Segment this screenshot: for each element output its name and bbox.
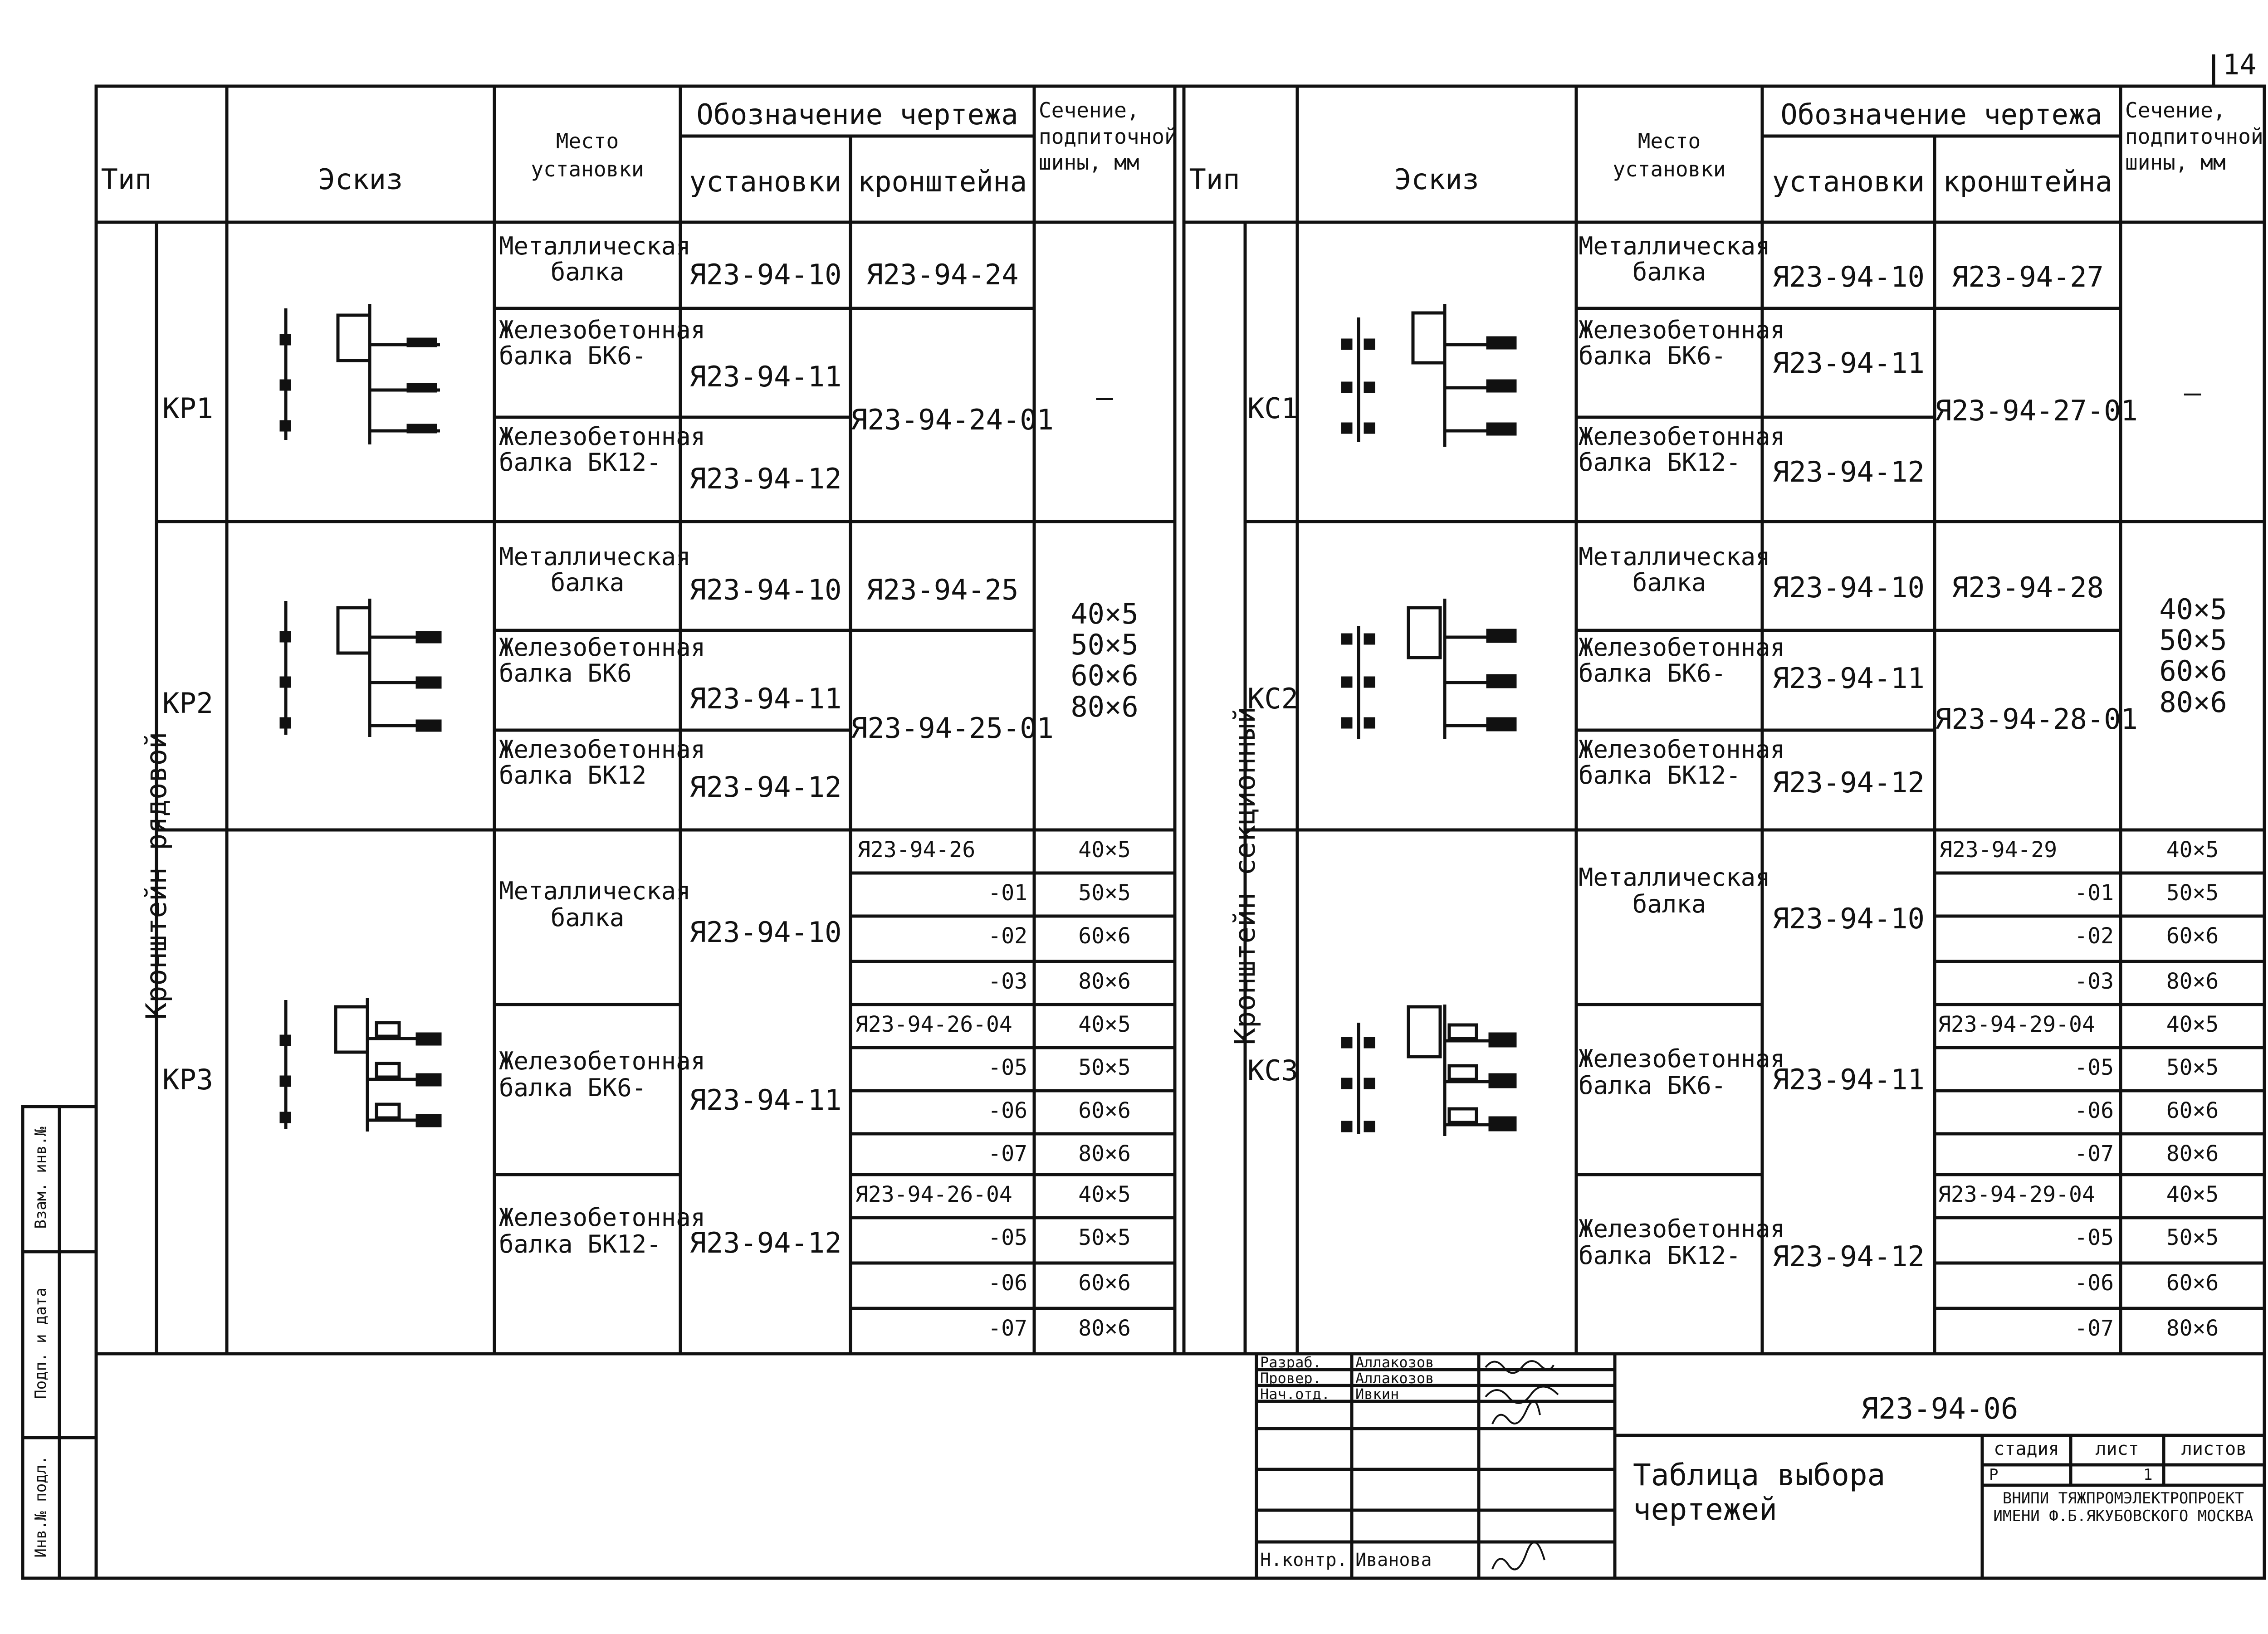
bracket-code: -05 [988,1225,1027,1250]
stamp-inv-orig: Инв.№ подл. [32,1455,50,1558]
section-cell: 50×5 [2166,1225,2219,1250]
section-cell: 60×6 [1078,923,1131,949]
col-header-section-r: Сечение, подпиточной шины, мм [2125,98,2263,175]
col-header-designation: Обозначение чертежа [696,98,1018,131]
bracket-code: -01 [988,880,1027,906]
install-code: Я23-94-12 [689,1226,842,1259]
bracket-code: Я23-94-26-04 [855,1012,1012,1037]
section-cell: 40×5 [2166,1182,2219,1207]
section-cell: 80×6 [1078,1141,1131,1166]
type-kr3: КР3 [162,1063,213,1096]
install-code: Я23-94-11 [1772,1063,1925,1096]
bracket-code: Я23-94-26 [857,837,976,863]
sheet-value: 1 [2143,1466,2153,1484]
place-cell: Металлическая балка [1579,542,1770,597]
section-cell: — [1096,380,1113,414]
bracket-code: Я23-94-28 [1951,571,2104,604]
col-header-place-r: Место установки [1613,129,1726,182]
place-cell: Железобетонная балка БК12- [499,1203,706,1259]
sketch-group-right [1343,304,1515,1136]
type-ks2: КС2 [1247,682,1298,715]
section-cell: 80×6 [1078,969,1131,994]
col-header-section: Сечение, подпиточной шины, мм [1039,98,1177,175]
section-cell: 60×6 [2166,1098,2219,1123]
install-code: Я23-94-11 [689,360,842,393]
section-cell: 60×6 [2166,923,2219,949]
bracket-code: -02 [988,923,1027,949]
col-header-bracket-r: кронштейна [1943,165,2112,198]
place-cell: Металлическая балка [499,232,691,286]
bracket-code: -05 [2074,1225,2114,1250]
type-kr2: КР2 [162,687,213,720]
section-cell: 80×6 [2166,1141,2219,1166]
tb-name: Ивкин [1355,1385,1399,1403]
bracket-code: Я23-94-29-04 [1938,1012,2095,1037]
section-cell: — [2184,376,2201,409]
place-cell: Железобетонная балка БК6 [499,633,706,688]
section-cell: 40×5 50×5 60×6 80×6 [2159,593,2227,719]
type-ks1: КС1 [1247,392,1298,425]
bracket-code: -05 [2074,1055,2114,1080]
bracket-code: -06 [2074,1270,2114,1296]
bracket-code: Я23-94-27-01 [1935,394,2138,427]
section-cell: 80×6 [1078,1316,1131,1341]
place-cell: Железобетонная балка БК6- [1579,633,1785,688]
place-cell: Железобетонная балка БК12- [1579,735,1785,790]
place-cell: Металлическая балка [1579,232,1770,286]
bracket-code: Я23-94-25-01 [850,712,1054,745]
bracket-code: Я23-94-28-01 [1935,702,2138,736]
place-cell: Железобетонная балка БК6- [499,1047,706,1102]
signatures [1486,1361,1558,1569]
col-header-place: Место установки [531,129,644,182]
place-cell: Металлическая балка [499,877,691,932]
bracket-code: Я23-94-25 [866,573,1019,606]
install-code: Я23-94-10 [1772,260,1925,293]
install-code: Я23-94-12 [1772,1240,1925,1273]
bracket-code: -07 [988,1316,1027,1341]
bracket-code: Я23-94-27 [1951,260,2104,293]
tb-name: Иванова [1355,1550,1432,1571]
sheet-label: лист [2095,1439,2139,1459]
bracket-code: -07 [988,1141,1027,1166]
install-code: Я23-94-11 [1772,662,1925,695]
install-code: Я23-94-10 [1772,902,1925,935]
install-code: Я23-94-10 [689,573,842,606]
col-header-sketch-r: Эскиз [1394,163,1479,196]
doc-title: Таблица выбора чертежей [1633,1458,1886,1527]
install-code: Я23-94-11 [689,1083,842,1117]
group-label-left: Кронштейн рядовой [140,732,173,1020]
bracket-code: -05 [988,1055,1027,1080]
bracket-code: Я23-94-29-04 [1938,1182,2095,1207]
type-kr1: КР1 [162,392,213,425]
stage-label: стадия [1994,1439,2059,1459]
tb-name: Аллакозов [1355,1354,1434,1371]
sketch-group-left [281,304,440,1132]
bracket-code: -03 [988,969,1027,994]
section-cell: 40×5 [1078,1012,1131,1037]
section-cell: 60×6 [2166,1270,2219,1296]
install-code: Я23-94-10 [1772,571,1925,604]
col-header-bracket: кронштейна [857,165,1027,198]
stamp-replaced-inv: Взам. инв.№ [32,1127,50,1229]
section-cell: 50×5 [2166,880,2219,906]
place-cell: Металлическая балка [499,542,691,597]
tb-role: Н.контр. [1260,1550,1348,1571]
bracket-code: -02 [2074,923,2114,949]
section-cell: 50×5 [2166,1055,2219,1080]
section-cell: 60×6 [1078,1098,1131,1123]
bracket-code: -03 [2074,969,2114,994]
col-header-type: Тип [101,163,152,196]
bracket-code: -01 [2074,880,2114,906]
section-cell: 80×6 [2166,1316,2219,1341]
org-name: ВНИПИ ТЯЖПРОМЭЛЕКТРОПРОЕКТ ИМЕНИ Ф.Б.ЯКУБОВСКОГО МОСКВА [1993,1489,2253,1526]
tb-role: Разраб. [1260,1354,1321,1371]
install-code: Я23-94-11 [689,682,842,715]
bracket-code: -06 [2074,1098,2114,1123]
bracket-code: -06 [988,1098,1027,1123]
stage-value: Р [1989,1466,1999,1484]
install-code: Я23-94-12 [689,771,842,804]
install-code: Я23-94-11 [1772,346,1925,380]
install-code: Я23-94-12 [689,462,842,495]
doc-code: Я23-94-06 [1861,1392,2019,1426]
section-cell: 50×5 [1078,1225,1131,1250]
col-header-designation-r: Обозначение чертежа [1780,98,2102,131]
col-header-install-r: установки [1772,165,1925,198]
section-cell: 40×5 [2166,1012,2219,1037]
page-number: 14 [2223,48,2257,81]
place-cell: Железобетонная балка БК6- [1579,1044,1785,1100]
section-cell: 40×5 [1078,1182,1131,1207]
place-cell: Железобетонная балка БК12 [499,735,706,790]
place-cell: Железобетонная балка БК12- [499,422,706,477]
section-cell: 40×5 50×5 60×6 80×6 [1070,597,1139,723]
sheets-label: листов [2181,1439,2247,1459]
place-cell: Железобетонная балка БК12- [1579,1215,1785,1270]
type-ks3: КС3 [1247,1054,1298,1087]
col-header-type-r: Тип [1189,163,1240,196]
bracket-code: Я23-94-26-04 [855,1182,1012,1207]
bracket-code: -07 [2074,1316,2114,1341]
section-cell: 80×6 [2166,969,2219,994]
place-cell: Железобетонная балка БК12- [1579,422,1785,477]
bracket-code: Я23-94-24 [866,258,1019,291]
col-header-sketch: Эскиз [318,163,403,196]
bracket-code: -07 [2074,1141,2114,1166]
section-cell: 40×5 [1078,837,1131,863]
section-cell: 50×5 [1078,1055,1131,1080]
place-cell: Железобетонная балка БК6- [1579,316,1785,370]
install-code: Я23-94-10 [689,258,842,291]
bracket-code: -06 [988,1270,1027,1296]
install-code: Я23-94-12 [1772,766,1925,799]
section-cell: 40×5 [2166,837,2219,863]
col-header-install: установки [689,165,842,198]
bracket-code: Я23-94-29 [1939,837,2058,863]
tb-name: Аллакозов [1355,1370,1434,1387]
tb-role: Провер. [1260,1370,1321,1387]
section-cell: 50×5 [1078,880,1131,906]
place-cell: Железобетонная балка БК6- [499,316,706,370]
tb-role: Нач.отд. [1260,1385,1330,1403]
bracket-code: Я23-94-24-01 [850,403,1054,436]
group-label-right: Кронштейн секционный [1228,706,1261,1045]
install-code: Я23-94-12 [1772,455,1925,488]
place-cell: Металлическая балка [1579,863,1770,919]
stamp-sign-date: Подп. и дата [32,1288,50,1399]
install-code: Я23-94-10 [689,916,842,949]
section-cell: 60×6 [1078,1270,1131,1296]
